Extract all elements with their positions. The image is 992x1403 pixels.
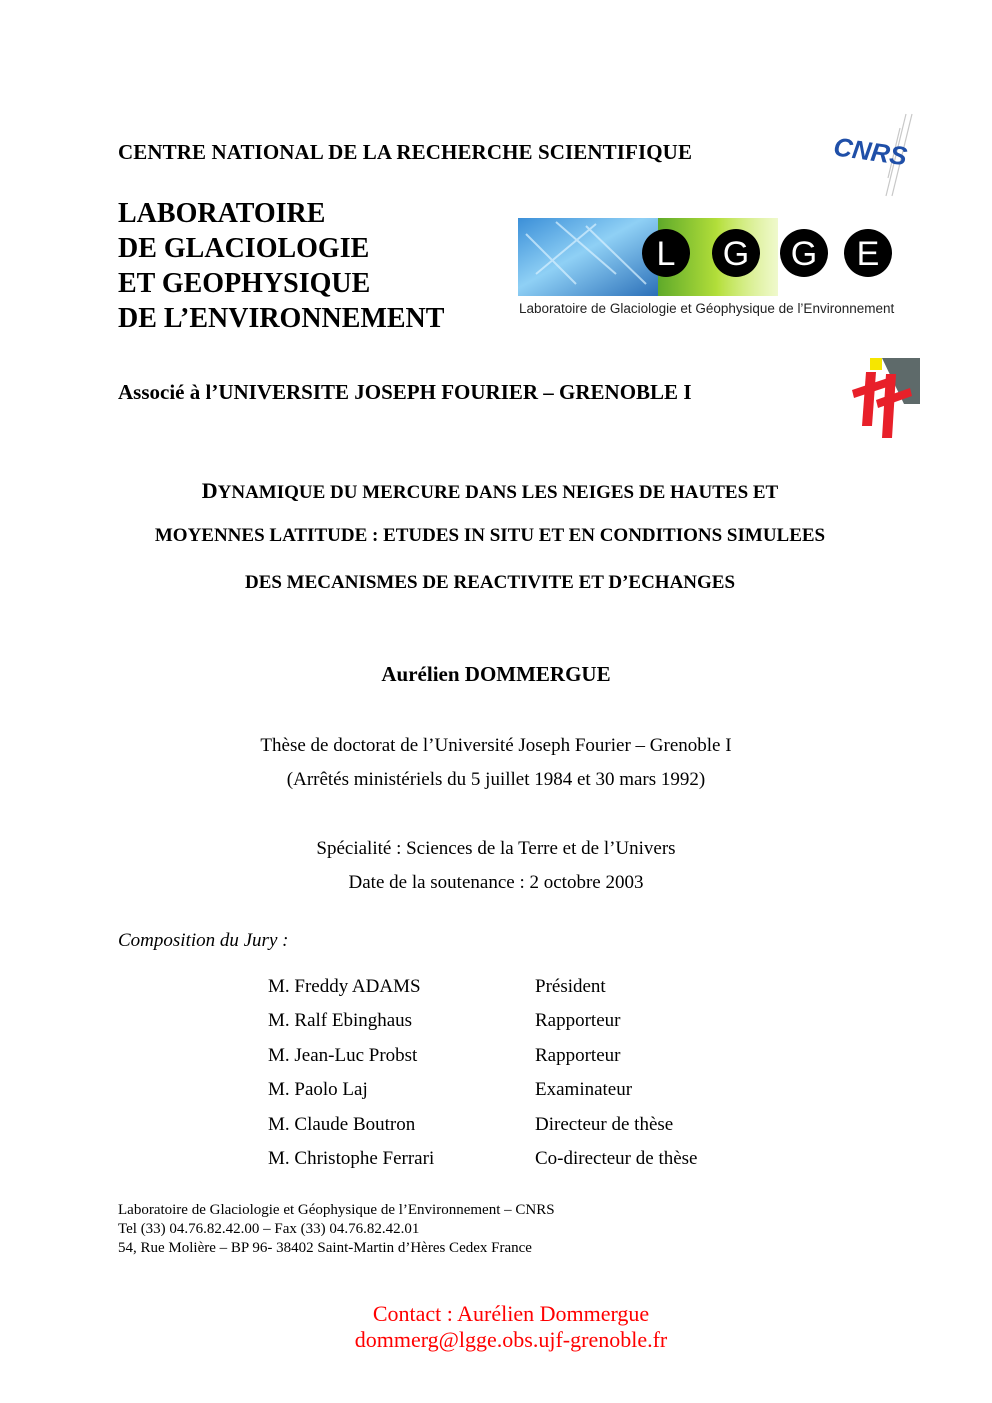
address-line: Laboratoire de Glaciologie et Géophysique de l’Environnement – CNRS — [118, 1202, 555, 1218]
thesis-title-text: DES MECANISMES DE REACTIVITE ET D’ECHANGES — [244, 572, 736, 593]
defense-date-line: Date de la soutenance : 2 octobre 2003 — [348, 872, 644, 893]
university-association: Associé à l’UNIVERSITE JOSEPH FOURIER – GRENOBLE I — [118, 380, 692, 404]
phone-fax-line: Tel (33) 04.76.82.42.00 – Fax (33) 04.76.82.42.01 — [118, 1221, 420, 1237]
thesis-title-line — [0, 478, 980, 504]
thesis-title-text: YNAMIQUE DU MERCURE DANS LES NEIGES DE HAUTES ET — [217, 482, 779, 503]
jury-member-role: Rapporteur — [535, 1045, 621, 1066]
lab-title-line: ET GEOPHYSIQUE — [118, 268, 371, 299]
contact-email-link[interactable]: dommerg@lgge.obs.ujf-grenoble.fr — [354, 1327, 668, 1352]
contact-name: Contact : Aurélien Dommergue — [372, 1301, 650, 1326]
jury-heading: Composition du Jury : — [118, 930, 289, 951]
thesis-title-text: MOYENNES LATITUDE : ETUDES IN SITU ET EN CONDITIONS SIMULEES — [154, 525, 826, 546]
decree-line: (Arrêtés ministériels du 5 juillet 1984 et 30 mars 1992) — [286, 769, 706, 790]
lgge-letter-l: L — [656, 235, 676, 273]
lgge-letter-g2: G — [790, 235, 818, 273]
lgge-letter-g1: G — [722, 235, 750, 273]
jury-member-role: Examinateur — [535, 1079, 633, 1100]
jury-member-name: M. Paolo Laj — [268, 1079, 368, 1100]
thesis-title-line — [0, 525, 980, 547]
thesis-title-initial: D — [201, 478, 218, 503]
jury-member-name: M. Christophe Ferrari — [268, 1148, 435, 1169]
thesis-title-line — [0, 572, 980, 594]
lab-title-line: LABORATOIRE — [118, 198, 326, 229]
specialty-line: Spécialité : Sciences de la Terre et de l’Univers — [316, 838, 676, 859]
lab-title-line: DE L’ENVIRONNEMENT — [118, 303, 445, 334]
laboratory-title — [118, 196, 444, 336]
jury-member-name: M. Claude Boutron — [268, 1114, 416, 1135]
degree-line: Thèse de doctorat de l’Université Joseph Fourier – Grenoble I — [260, 735, 732, 756]
jury-member-role: Co-directeur de thèse — [535, 1148, 698, 1169]
cnrs-logo-text: CNRS — [831, 131, 909, 172]
lab-title-line: DE GLACIOLOGIE — [118, 233, 370, 264]
jury-member-role: Rapporteur — [535, 1010, 621, 1031]
jury-member-name: M. Ralf Ebinghaus — [268, 1010, 413, 1031]
cnrs-logo — [828, 108, 920, 200]
ujf-logo — [852, 356, 922, 440]
author-name: Aurélien DOMMERGUE — [381, 662, 611, 686]
jury-member-role: Directeur de thèse — [535, 1114, 674, 1135]
street-address-line: 54, Rue Molière – BP 96- 38402 Saint-Martin d’Hères Cedex France — [118, 1240, 532, 1256]
lgge-caption: Laboratoire de Glaciologie et Géophysique de l’Environnement — [519, 301, 895, 316]
institution-heading: CENTRE NATIONAL DE LA RECHERCHE SCIENTIFIQUE — [118, 140, 693, 164]
lgge-letter-e: E — [856, 235, 880, 273]
jury-member-role: Président — [535, 976, 606, 997]
jury-member-name: M. Jean-Luc Probst — [268, 1045, 418, 1066]
jury-member-name: M. Freddy ADAMS — [268, 976, 421, 997]
